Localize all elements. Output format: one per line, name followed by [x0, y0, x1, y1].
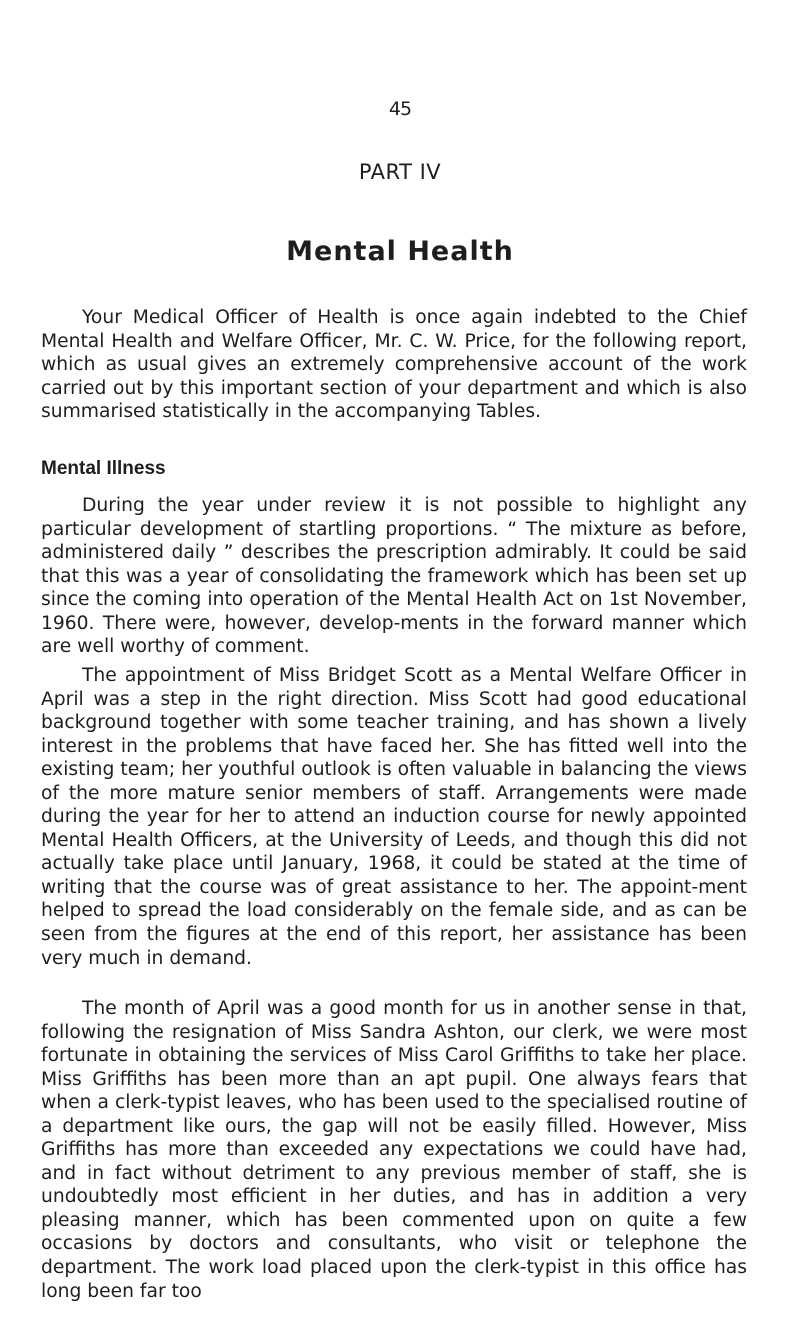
part-heading: PART IV	[358, 160, 442, 184]
paragraph-appointment-scott: The appointment of Miss Bridget Scott as a Mental Welfare Officer in April was a step in the right direction. Miss Scott had good educational background together with some teacher training, and has shown a lively interest in the problems that have faced her. She has fitted well into the existing team; her youthful outlook is often valuable in balancing the views of the more mature senior members of staff. Arrangements were made during the year for her to attend an induction course for newly appointed Mental Health Officers, at the University of Leeds, and though this did not actually take place until January, 1968, it could be stated at the time of writing that the course was of great assistance to her. The appoint-ment helped to spread the load considerably on the female side, and as can be seen from the figures at the end of this report, her assistance has been very much in demand.	[41, 665, 747, 969]
paragraph-year-review: During the year under review it is not possible to highlight any particular development of startling proportions. “ The mixture as before, administered daily ” describes the prescription admirably. It could be said that this was a year of consolidating the framework which has been set up since the coming into operation of the Mental Health Act on 1st November, 1960. There were, however, develop-ments in the forward manner which are well worthy of comment.	[41, 495, 747, 658]
page-title: Mental Health	[286, 236, 514, 267]
page-number: 45	[388, 98, 412, 120]
section-heading-mental-illness: Mental Illness	[41, 458, 166, 479]
paragraph-clerk-griffiths: The month of April was a good month for us in another sense in that, following the resignation of Miss Sandra Ashton, our clerk, we were most fortunate in obtaining the services of Miss Carol Griffiths to take her place. Miss Griffiths has been more than an apt pupil. One always fears that when a clerk-typist leaves, who has been used to the specialised routine of a department like ours, the gap will not be easily filled. However, Miss Griffiths has more than exceeded any expectations we could have had, and in fact without detriment to any previous member of staff, she is undoubtedly most efficient in her duties, and has in addition a very pleasing manner, which has been commented upon on quite a few occasions by doctors and consultants, who visit or telephone the department. The work load placed upon the clerk-typist in this office has long been far too	[41, 998, 747, 1302]
intro-paragraph: Your Medical Officer of Health is once again indebted to the Chief Mental Health and Welfare Officer, Mr. C. W. Price, for the following report, which as usual gives an extremely comprehensive account of the work carried out by this important section of your department and which is also summarised statistically in the accompanying Tables.	[41, 307, 747, 423]
